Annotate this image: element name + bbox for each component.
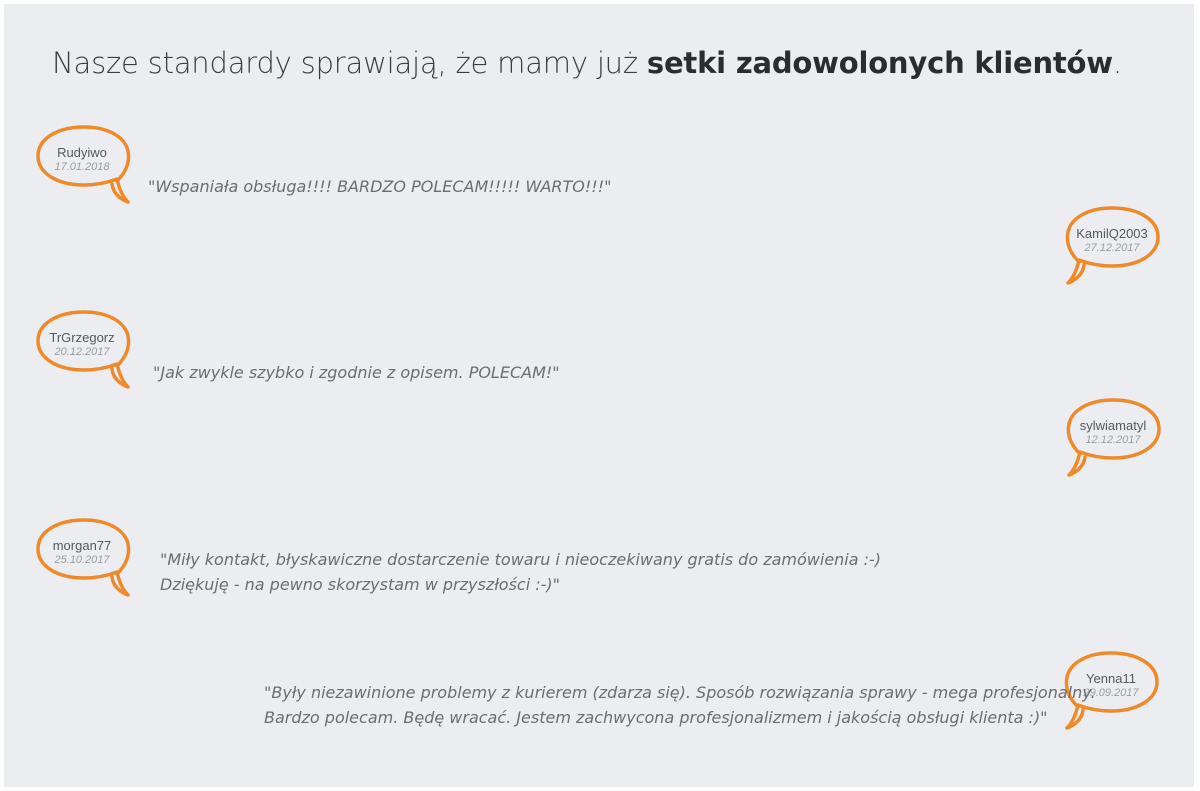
review-text-line: "Wspaniała obsługa!!!! BARDZO POLECAM!!!!! WARTO!!!" [148, 177, 612, 196]
testimonials-section [4, 4, 1194, 787]
headline-prefix: Nasze standardy sprawiają, że mamy już [52, 46, 647, 80]
review-date: 27.12.2017 [1084, 242, 1140, 254]
review-date: 17.01.2018 [54, 161, 110, 173]
review-date: 20.12.2017 [54, 346, 110, 358]
headline-suffix: . [1112, 46, 1122, 80]
review-text-line: Bardzo polecam. Będę wracać. Jestem zachwycona profesjonalizmem i jakością obsługi klienta :)" [264, 708, 1048, 727]
review-author: sylwiamatyl [1079, 418, 1147, 433]
speech-bubble-icon [33, 516, 137, 598]
review-text-line: "Były niezawinione problemy z kurierem (zdarza się). Sposób rozwiązania sprawy - mega profesjonalny. [264, 683, 1096, 702]
review-text-line: "Jak zwykle szybko i zgodnie z opisem. POLECAM!" [153, 363, 560, 382]
review-text [153, 360, 560, 385]
review-author: TrGrzegorz [49, 330, 115, 345]
review-author: morgan77 [52, 538, 112, 553]
review-author: Yenna11 [1086, 671, 1136, 686]
review-author: Rudyiwo [57, 145, 107, 160]
review-text [160, 547, 881, 597]
speech-bubble-icon [33, 308, 137, 390]
review-text-line: Dziękuję - na pewno skorzystam w przyszłości :-)" [160, 575, 561, 594]
review-text [148, 174, 611, 199]
speech-bubble-icon [1060, 396, 1164, 478]
review-date: 25.10.2017 [54, 554, 110, 566]
review-text [264, 680, 1096, 730]
review-author: KamilQ2003 [1076, 226, 1148, 241]
speech-bubble-icon [1059, 204, 1163, 286]
review-date: 29.09.2017 [1083, 687, 1139, 699]
review-date: 12.12.2017 [1085, 434, 1141, 446]
review-text-line: "Miły kontakt, błyskawiczne dostarczenie towaru i nieoczekiwany gratis do zamówienia :-) [160, 550, 882, 569]
headline-emphasis: setki zadowolonych klientów [646, 46, 1113, 80]
speech-bubble-icon [33, 123, 137, 205]
page-title [52, 46, 1122, 80]
